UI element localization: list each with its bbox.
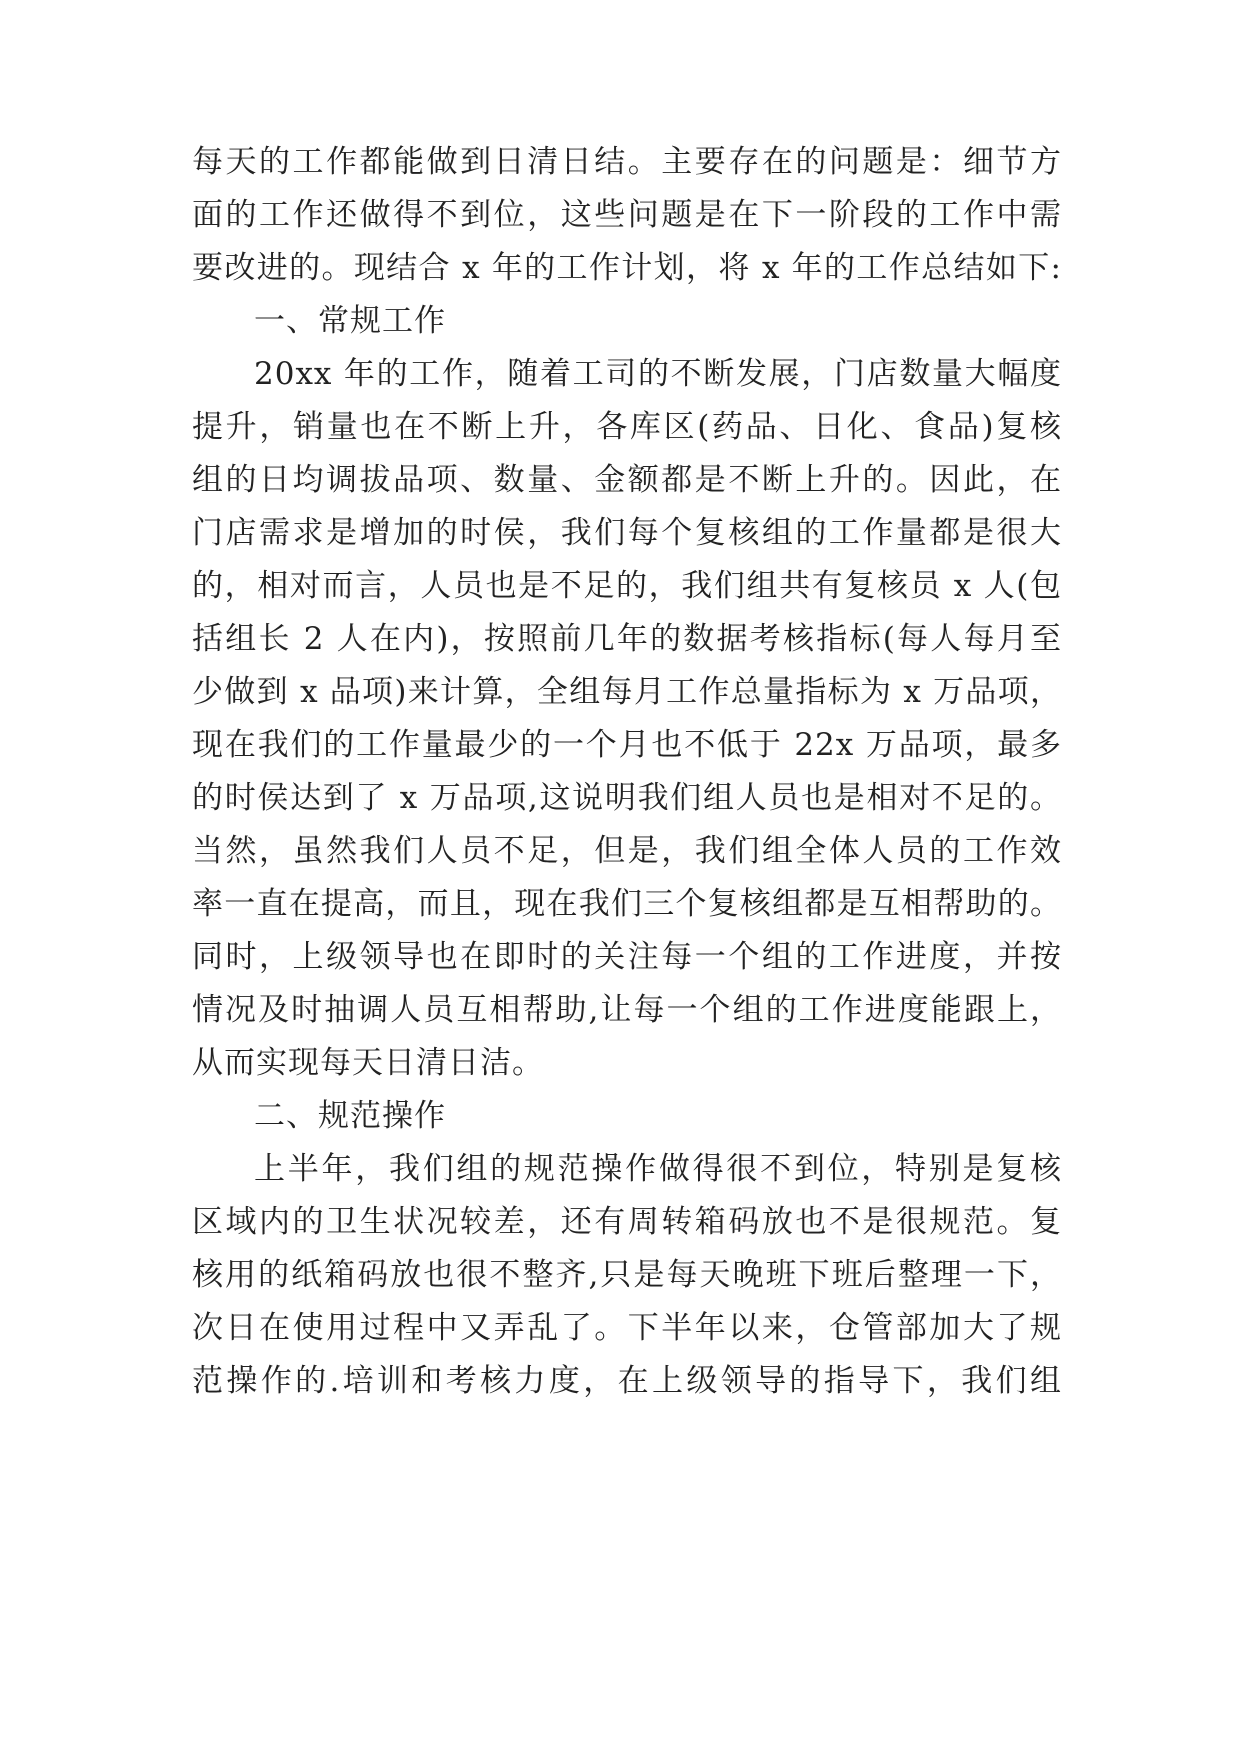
paragraph-line: 要改进的。现结合 x 年的工作计划，将 x 年的工作总结如下: <box>192 250 1062 286</box>
paragraph-line: 括组长 2 人在内)，按照前几年的数据考核指标(每人每月至 <box>192 621 1062 657</box>
paragraph-line: 范操作的.培训和考核力度，在上级领导的指导下，我们组 <box>192 1363 1062 1399</box>
paragraph-line: 上半年，我们组的规范操作做得很不到位，特别是复核 <box>254 1151 1062 1187</box>
section-heading-2: 二、规范操作 <box>254 1098 446 1134</box>
paragraph-line: 次日在使用过程中又弄乱了。下半年以来，仓管部加大了规 <box>192 1310 1062 1346</box>
paragraph-line: 现在我们的工作量最少的一个月也不低于 22x 万品项，最多 <box>192 727 1062 763</box>
paragraph-line: 核用的纸箱码放也很不整齐,只是每天晚班下班后整理一下， <box>192 1257 1062 1293</box>
paragraph-line: 情况及时抽调人员互相帮助,让每一个组的工作进度能跟上， <box>192 992 1062 1028</box>
paragraph-line: 当然，虽然我们人员不足，但是，我们组全体人员的工作效 <box>192 833 1062 869</box>
section-heading-1: 一、常规工作 <box>254 303 446 339</box>
paragraph-line: 的，相对而言，人员也是不足的，我们组共有复核员 x 人(包 <box>192 568 1062 604</box>
paragraph-line: 门店需求是增加的时侯，我们每个复核组的工作量都是很大 <box>192 515 1062 551</box>
paragraph-line: 提升，销量也在不断上升，各库区(药品、日化、食品)复核 <box>192 409 1062 445</box>
paragraph-line: 面的工作还做得不到位，这些问题是在下一阶段的工作中需 <box>192 197 1062 233</box>
paragraph-line: 率一直在提高，而且，现在我们三个复核组都是互相帮助的。 <box>192 886 1062 922</box>
paragraph-line: 组的日均调拔品项、数量、金额都是不断上升的。因此，在 <box>192 462 1062 498</box>
paragraph-line: 从而实现每天日清日洁。 <box>192 1045 544 1081</box>
paragraph-line: 每天的工作都能做到日清日结。主要存在的问题是：细节方 <box>192 144 1062 180</box>
paragraph-line: 少做到 x 品项)来计算，全组每月工作总量指标为 x 万品项， <box>192 674 1062 710</box>
paragraph-line: 20xx 年的工作，随着工司的不断发展，门店数量大幅度 <box>254 356 1062 392</box>
paragraph-line: 区域内的卫生状况较差，还有周转箱码放也不是很规范。复 <box>192 1204 1062 1240</box>
paragraph-line: 同时，上级领导也在即时的关注每一个组的工作进度，并按 <box>192 939 1062 975</box>
paragraph-line: 的时侯达到了 x 万品项,这说明我们组人员也是相对不足的。 <box>192 780 1062 816</box>
